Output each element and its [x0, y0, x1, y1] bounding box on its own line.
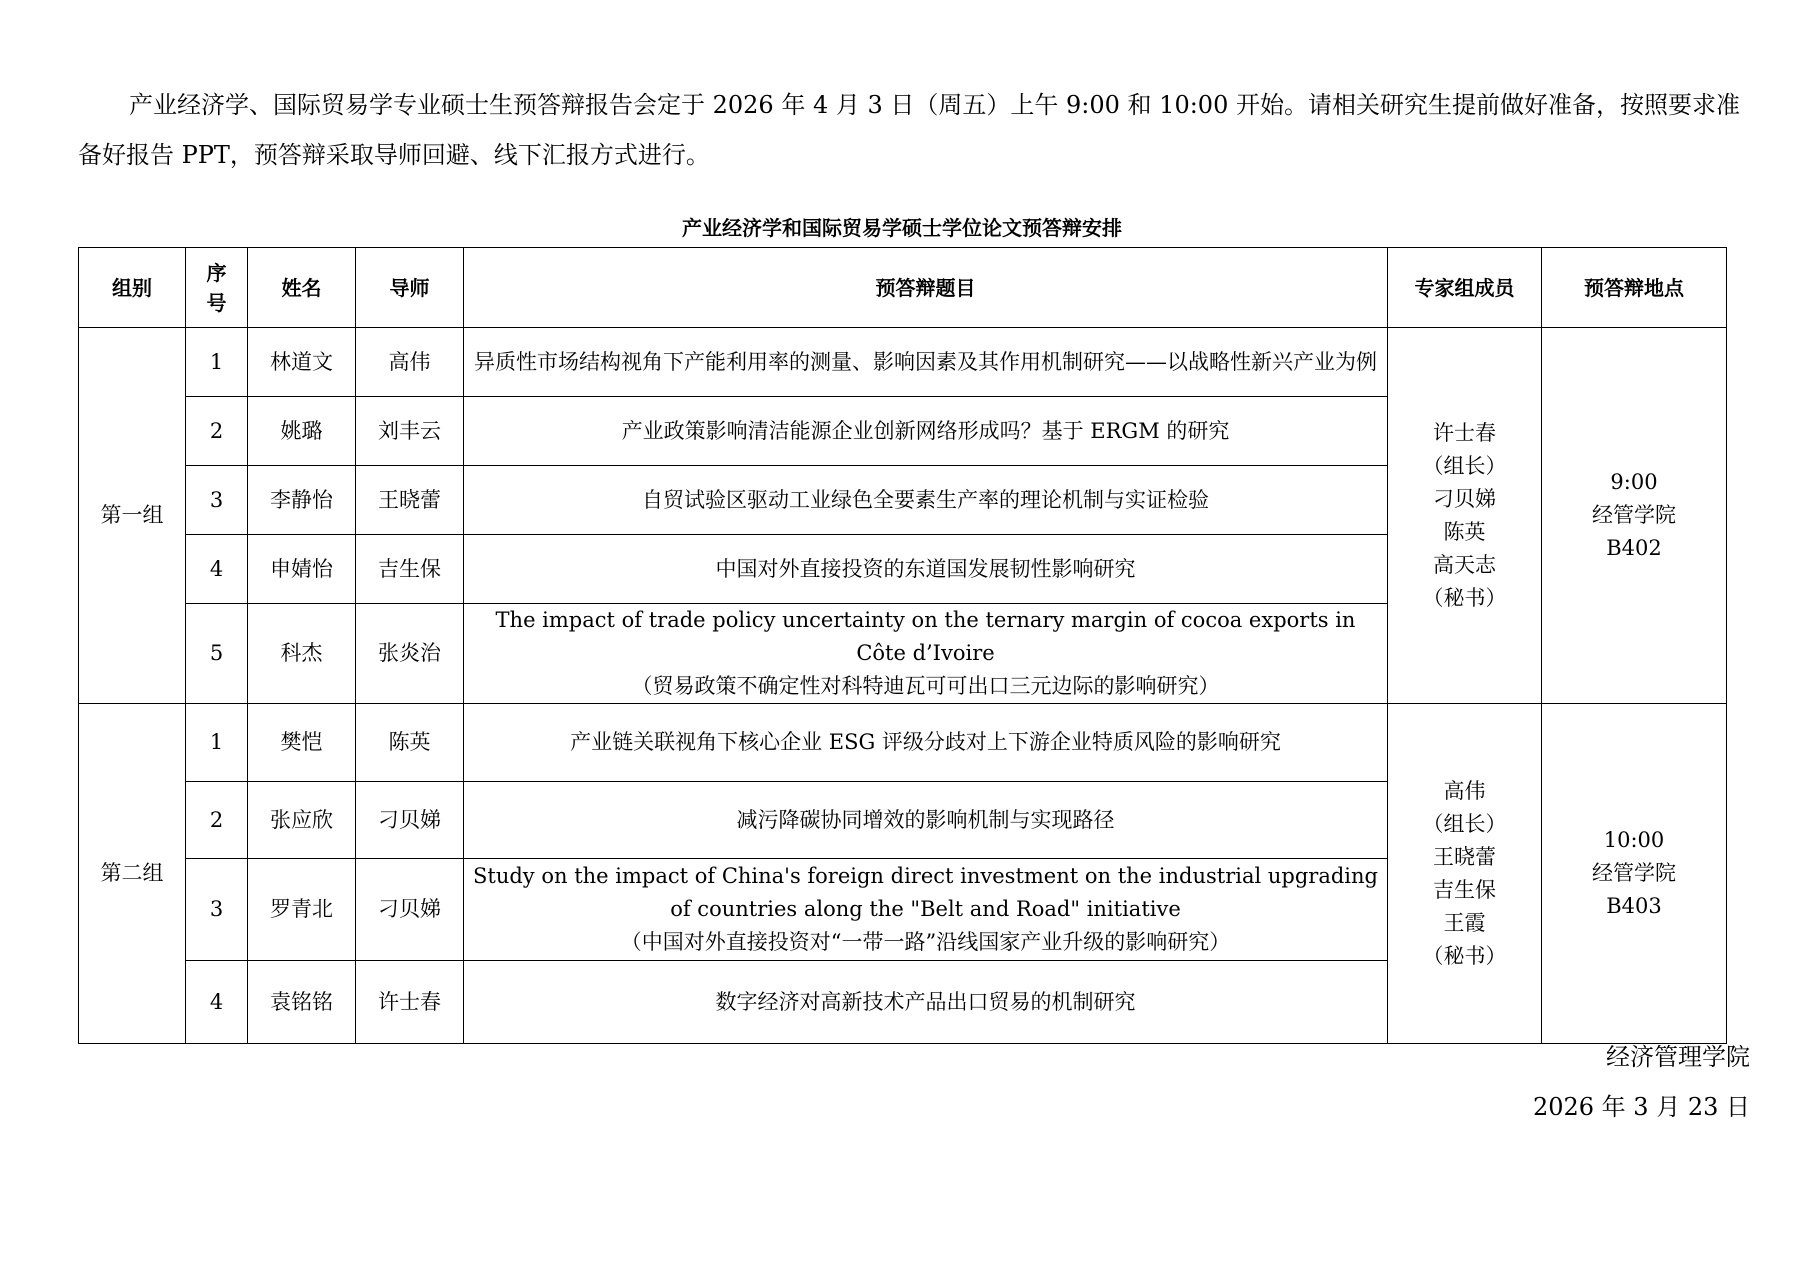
header-seq — [186, 248, 248, 328]
student-name: 科杰 — [248, 604, 356, 704]
group-label: 第二组 — [79, 704, 186, 1044]
expert-role: （秘书） — [1422, 585, 1507, 610]
schedule-table — [78, 247, 1727, 1044]
student-name: 张应欣 — [248, 782, 356, 859]
issue-date: 2026 年 3 月 23 日 — [1532, 1093, 1750, 1121]
student-name: 罗青北 — [248, 859, 356, 961]
seq-cell: 4 — [186, 961, 248, 1044]
location-room: B402 — [1606, 536, 1662, 560]
location-room: B403 — [1606, 894, 1662, 918]
location-building: 经管学院 — [1592, 503, 1676, 527]
intro-paragraph: 产业经济学、国际贸易学专业硕士生预答辩报告会定于 2026 年 4 月 3 日（周五）上午 9:00 和 10:00 开始。请相关研究生提前做好准备，按照要求准备好报告 PPT，预答辩采取导师回避、线下汇报方式进行。 — [78, 91, 1740, 169]
location-time: 10:00 — [1603, 828, 1665, 852]
topic-line-translation: （中国对外直接投资对“一带一路”沿线国家产业升级的影响研究） — [620, 930, 1231, 954]
seq-cell: 3 — [186, 859, 248, 961]
seq-cell: 1 — [186, 704, 248, 782]
advisor-name: 王晓蕾 — [356, 466, 464, 535]
expert-role: （秘书） — [1422, 943, 1507, 968]
advisor-name: 刘丰云 — [356, 397, 464, 466]
topic-line: 自贸试验区驱动工业绿色全要素生产率的理论机制与实证检验 — [642, 487, 1209, 512]
advisor-name: 刁贝娣 — [356, 859, 464, 961]
topic-cell — [464, 604, 1388, 704]
seq-cell: 5 — [186, 604, 248, 704]
expert-member: 高伟 — [1443, 778, 1486, 803]
expert-panel — [1388, 704, 1542, 1044]
student-name: 申婧怡 — [248, 535, 356, 604]
group-label: 第一组 — [79, 328, 186, 704]
topic-line: 减污降碳协同增效的影响机制与实现路径 — [736, 807, 1115, 832]
topic-cell — [464, 859, 1388, 961]
expert-member: 高天志 — [1433, 552, 1496, 577]
seq-cell: 4 — [186, 535, 248, 604]
issuing-organization: 经济管理学院 — [1606, 1043, 1750, 1071]
advisor-name: 高伟 — [356, 328, 464, 397]
topic-cell — [464, 466, 1388, 535]
topic-line: Study on the impact of China's foreign direct investment on the industrial upgrading of countries along the "Belt and Road" initiative — [473, 864, 1378, 921]
student-name: 林道文 — [248, 328, 356, 397]
topic-cell — [464, 961, 1388, 1044]
defense-location — [1542, 704, 1727, 1044]
topic-cell — [464, 535, 1388, 604]
student-name: 姚璐 — [248, 397, 356, 466]
seq-cell: 2 — [186, 397, 248, 466]
expert-role: （组长） — [1422, 453, 1507, 478]
expert-panel — [1388, 328, 1542, 704]
topic-line: 异质性市场结构视角下产能利用率的测量、影响因素及其作用机制研究——以战略性新兴产业为例 — [474, 349, 1377, 374]
seq-cell: 3 — [186, 466, 248, 535]
topic-cell — [464, 328, 1388, 397]
table-row — [79, 704, 1727, 782]
advisor-name: 刁贝娣 — [356, 782, 464, 859]
header-seq-line1: 序 — [206, 260, 227, 285]
header-advisor: 导师 — [356, 248, 464, 328]
advisor-name: 许士春 — [356, 961, 464, 1044]
expert-member: 王霞 — [1443, 910, 1486, 935]
expert-member: 陈英 — [1443, 519, 1486, 544]
defense-location — [1542, 328, 1727, 704]
advisor-name: 陈英 — [356, 704, 464, 782]
topic-cell — [464, 397, 1388, 466]
topic-line: 中国对外直接投资的东道国发展韧性影响研究 — [715, 556, 1136, 581]
header-experts: 专家组成员 — [1388, 248, 1542, 328]
seq-cell: 1 — [186, 328, 248, 397]
expert-member: 王晓蕾 — [1433, 844, 1496, 869]
header-name: 姓名 — [248, 248, 356, 328]
header-group: 组别 — [79, 248, 186, 328]
topic-line: 产业链关联视角下核心企业 ESG 评级分歧对上下游企业特质风险的影响研究 — [570, 730, 1281, 754]
expert-member: 吉生保 — [1433, 877, 1496, 902]
student-name: 樊恺 — [248, 704, 356, 782]
student-name: 李静怡 — [248, 466, 356, 535]
table-header-row — [79, 248, 1727, 328]
location-building: 经管学院 — [1592, 861, 1676, 885]
table-row — [79, 328, 1727, 397]
advisor-name: 吉生保 — [356, 535, 464, 604]
topic-line: 数字经济对高新技术产品出口贸易的机制研究 — [715, 989, 1136, 1014]
advisor-name: 张炎治 — [356, 604, 464, 704]
topic-line: The impact of trade policy uncertainty on the ternary margin of cocoa exports in Côte d’Ivoire — [495, 608, 1356, 665]
topic-line-translation: （贸易政策不确定性对科特迪瓦可可出口三元边际的影响研究） — [631, 674, 1220, 698]
topic-line: 产业政策影响清洁能源企业创新网络形成吗？基于 ERGM 的研究 — [621, 418, 1230, 443]
header-seq-line2: 号 — [206, 290, 227, 315]
header-topic: 预答辩题目 — [464, 248, 1388, 328]
table-title: 产业经济学和国际贸易学硕士学位论文预答辩安排 — [682, 216, 1122, 240]
topic-cell — [464, 704, 1388, 782]
student-name: 袁铭铭 — [248, 961, 356, 1044]
location-time: 9:00 — [1610, 470, 1658, 494]
seq-cell: 2 — [186, 782, 248, 859]
expert-member: 许士春 — [1433, 420, 1496, 445]
header-location: 预答辩地点 — [1542, 248, 1727, 328]
expert-role: （组长） — [1422, 811, 1507, 836]
topic-cell — [464, 782, 1388, 859]
expert-member: 刁贝娣 — [1433, 486, 1496, 511]
